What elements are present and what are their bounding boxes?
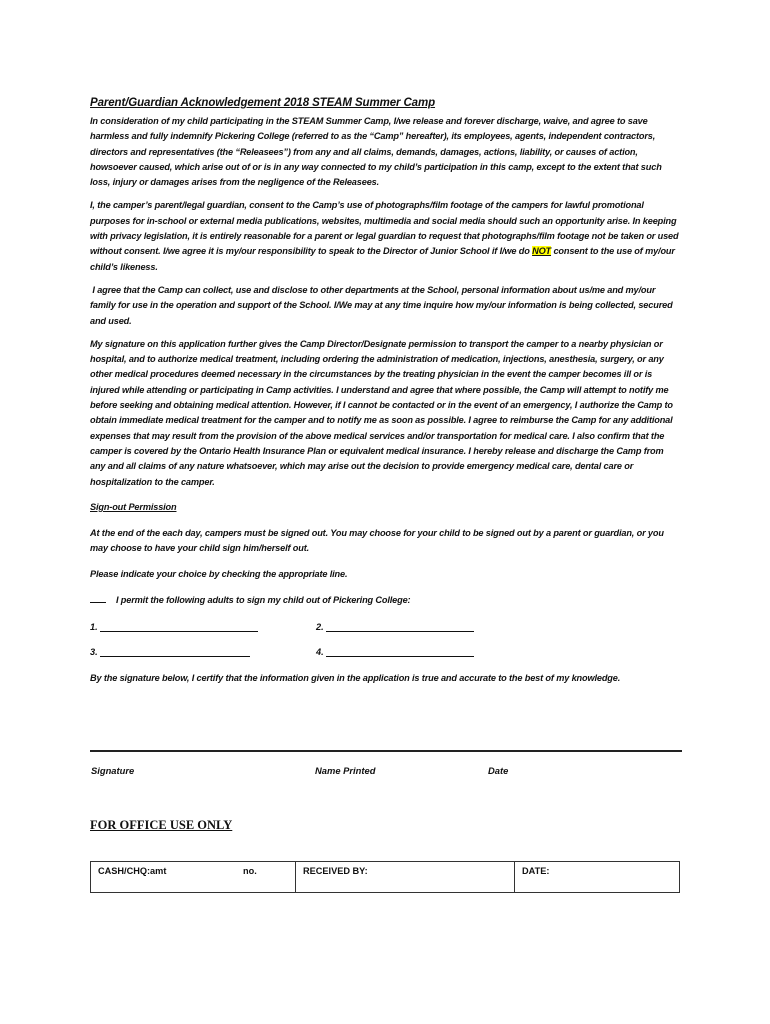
privacy-paragraph — [90, 283, 680, 329]
signature-line[interactable] — [90, 750, 682, 752]
adult-entry — [316, 621, 474, 632]
office-use-table — [90, 861, 680, 893]
adult-number: 4. — [316, 647, 324, 658]
cheque-number-label: no. — [243, 866, 257, 876]
adult-name-field[interactable] — [100, 621, 258, 632]
adult-number: 2. — [316, 622, 324, 633]
signout-instruction: Please indicate your choice by checking the appropriate line. — [90, 568, 348, 579]
adult-entry — [90, 646, 250, 657]
adult-entry — [316, 646, 474, 657]
adult-list — [90, 621, 680, 671]
media-consent-text-end: consent to the use of my/our child’s likeness. — [90, 246, 675, 272]
name-printed-label: Name Printed — [315, 765, 376, 776]
cash-label: CASH/CHQ:amt — [98, 866, 167, 876]
form-title: Parent/Guardian Acknowledgement 2018 STEAM Summer Camp — [90, 97, 436, 109]
permit-checkbox-line[interactable] — [90, 592, 106, 603]
permit-line — [90, 592, 680, 608]
cash-cell[interactable] — [91, 862, 296, 893]
medical-paragraph: My signature on this application further gives the Camp Director/Designate permission to transport the camper to a nearby physician or hospital, and to authorize medical treatment, including ordering the administration of medication, injections, anesthesia, surgery, or any other medical procedures deemed necessary in the circumstances by the treating physician in the event the camper becomes ill or is injured while attending or participating in Camp activities. I understand and agree that where possible, the Camp will attempt to notify me before seeking and obtaining medical attention. However, if I cannot be contacted or in the event of an emergency, I authorize the Camp to obtain immediate medical treatment for the camper and to notify me as soon as possible. I agree to reimburse the Camp for any additional expenses that may result from the provision of the above medical services and/or transportation for medical care. I also confirm that the camper is covered by the Ontario Health Insurance Plan or equivalent medical insurance. I hereby release and discharge the Camp from any and all claims of any nature whatsoever, which may arise out the decision to provide emergency medical care, dental care or hospitalization to the camper. — [90, 338, 673, 487]
signout-heading: Sign-out Permission — [90, 501, 177, 512]
date-label: Date — [488, 765, 509, 776]
signature-label: Signature — [91, 765, 135, 776]
received-by-cell[interactable] — [296, 862, 515, 893]
adult-entry — [90, 621, 258, 632]
signout-text: At the end of the each day, campers must be signed out. You may choose for your child to be signed out by a parent or guardian, or you may choose to have your child sign him/herself out. — [90, 528, 664, 554]
privacy-text: I agree that the Camp can collect, use and disclose to other departments at the School, personal information about us/me and my/our family for use in the operation and support of the School. I/We may at any time inquire how my/our information is being collected, secured and used. — [90, 284, 673, 326]
office-date-cell[interactable] — [515, 862, 680, 893]
adult-number: 1. — [90, 622, 98, 633]
media-consent-paragraph — [90, 198, 680, 274]
not-highlight: NOT — [532, 246, 552, 257]
permit-text: I permit the following adults to sign my child out of Pickering College: — [116, 595, 411, 606]
adult-number: 3. — [90, 647, 98, 658]
media-consent-text: I, the camper’s parent/legal guardian, consent to the Camp’s use of photographs/film footage of the campers for lawful promotional purposes for in-school or external media publications, websites, multimedia and social media should such an opportunity arise. In keeping with privacy legislation, it is entirely reasonable for a parent or legal guardian to request that photographs/film footage not be taken or used without consent. I/we agree it is my/our responsibility to speak to the Director of Junior School if I/we do — [90, 200, 679, 257]
office-date-label: DATE: — [522, 866, 550, 876]
received-by-label: RECEIVED BY: — [303, 866, 368, 876]
certify-paragraph: By the signature below, I certify that the information given in the application is true and accurate to the best of my knowledge. — [90, 673, 621, 684]
release-paragraph: In consideration of my child participating in the STEAM Summer Camp, I/we release and forever discharge, waive, and agree to save harmless and fully indemnify Pickering College (referred to as the “Camp” hereafter), its employees, agents, independent contractors, directors and representatives (the “Releasees”) from any and all claims, demands, damages, actions, liability, or causes of action, howsoever caused, which arise out of or is in any way connected to my child’s participation in this camp, except to the extent that such loss, injury or damages arises from the negligence of the Releasees. — [90, 116, 662, 188]
adult-name-field[interactable] — [100, 646, 250, 657]
adult-name-field[interactable] — [326, 646, 474, 657]
acknowledgement-form — [90, 96, 680, 695]
office-use-heading: FOR OFFICE USE ONLY — [90, 818, 233, 832]
adult-name-field[interactable] — [326, 621, 474, 632]
